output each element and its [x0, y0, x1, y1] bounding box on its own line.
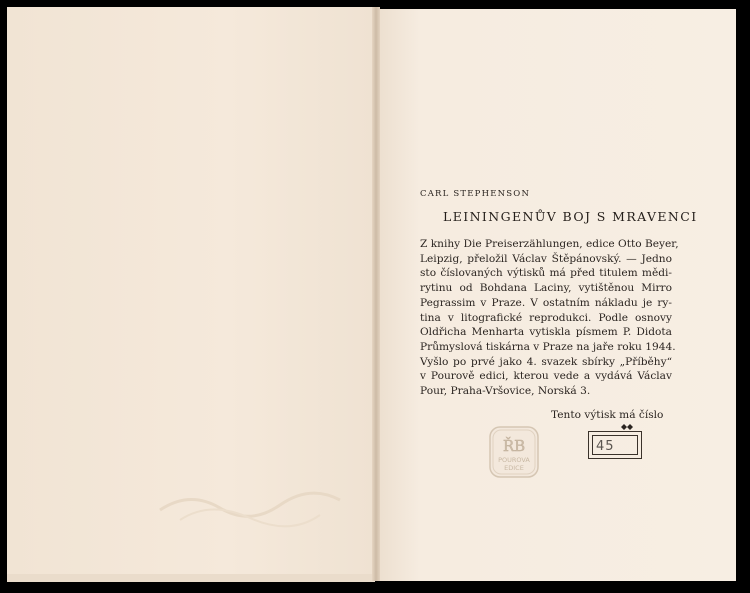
colophon-line: Pour, Praha-Vršovice, Norská 3. — [420, 385, 591, 398]
colophon-line: Vyšlo po prvé jako 4. svazek sbírky „Příběhy“ — [420, 355, 672, 368]
book-gutter — [372, 7, 380, 581]
left-page-bottom-edge — [7, 574, 375, 582]
stamp-line-1: POUROVA — [498, 456, 530, 464]
stamp-line-2: EDICE — [504, 464, 524, 472]
colophon-line: v Pourově edici, kterou vede a vydává Václav — [420, 370, 672, 383]
colophon-line: Pegrassim v Praze. V ostatním nákladu je ry- — [420, 296, 672, 309]
stamp-monogram: ŘB — [502, 437, 526, 455]
colophon-line: rytinu od Bohdana Laciny, vytištěnou Mirro — [420, 282, 672, 295]
author-name: CARL STEPHENSON — [420, 189, 531, 199]
ornament-icon — [620, 423, 634, 431]
colophon-line: Průmyslová tiskárna v Praze na jaře roku 1944. — [420, 340, 676, 353]
copy-number: 45 — [596, 439, 615, 454]
book-title: LEININGENŮV BOJ S MRAVENCI — [443, 209, 698, 224]
colophon-text — [420, 237, 679, 399]
colophon-line: Z knihy Die Preiserzählungen, edice Otto Beyer, — [420, 238, 679, 250]
copy-number-label: Tento výtisk má číslo — [551, 409, 664, 421]
colophon-line: sto číslovaných výtisků má před titulem mědi- — [420, 267, 672, 280]
colophon-line: tina v litografické reprodukci. Podle osnovy — [420, 311, 672, 324]
left-page-emboss-mark — [150, 470, 350, 530]
publisher-emboss-stamp — [487, 424, 541, 480]
colophon-line: Leipzig, přeložil Václav Štěpánovský. — Jedno — [420, 252, 672, 265]
colophon-line: Oldřicha Menharta vytiskla písmem P. Didota — [420, 326, 672, 339]
